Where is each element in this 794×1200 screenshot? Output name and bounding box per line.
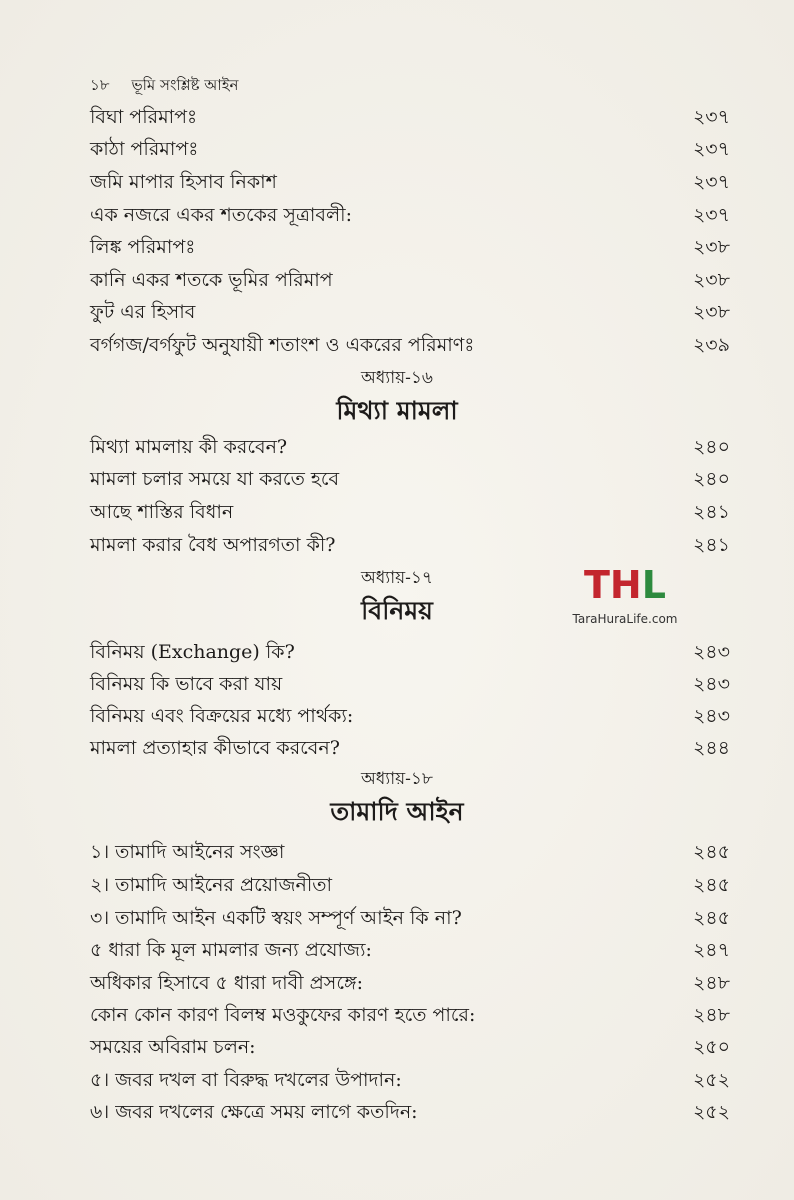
toc-entry-page: ২৪৩ xyxy=(692,673,730,695)
toc-entry-page: ২৩৭ xyxy=(692,138,730,160)
chapter-title: মিথ্যা মামলা xyxy=(336,396,458,425)
toc-entry-page: ২৩৮ xyxy=(692,301,730,323)
toc-entry-title: বিনিময় কি ভাবে করা যায় xyxy=(90,673,283,695)
toc-entry-page: ২৪৮ xyxy=(692,1004,730,1026)
toc-entry xyxy=(90,1000,730,1030)
toc-entry-page: ২৩৭ xyxy=(692,171,730,193)
toc-entry-page: ২৪৫ xyxy=(692,874,730,896)
toc-entry xyxy=(90,265,730,295)
toc-entry-title: ৫। জবর দখল বা বিরুদ্ধ দখলের উপাদান: xyxy=(90,1069,402,1091)
toc-entry-page: ২৪৮ xyxy=(692,972,730,994)
toc-entry-title: ১। তামাদি আইনের সংজ্ঞা xyxy=(90,841,285,863)
toc-entry-page: ২৩৭ xyxy=(692,106,730,128)
chapter-label: অধ্যায়-১৮ xyxy=(361,769,433,789)
toc-entry-title: ৩। তামাদি আইন একটি স্বয়ং সম্পূর্ণ আইন কি না? xyxy=(90,907,462,929)
toc-entry-title: মামলা প্রত্যাহার কীভাবে করবেন? xyxy=(90,737,340,759)
toc-entry-page: ২৩৮ xyxy=(692,236,730,258)
toc-entry xyxy=(90,102,730,132)
toc-entry-title: ফুট এর হিসাব xyxy=(90,301,196,323)
toc-entry xyxy=(90,464,730,494)
book-title: ভূমি সংশ্লিষ্ট আইন xyxy=(131,76,239,94)
toc-entry-page: ২৩৯ xyxy=(692,334,730,356)
chapter-title: বিনিময় xyxy=(361,596,433,625)
toc-entry-page: ২৪৫ xyxy=(692,907,730,929)
toc-entry-page: ২৪৫ xyxy=(692,841,730,863)
toc-entry xyxy=(90,232,730,262)
toc-entry-title: মামলা করার বৈধ অপারগতা কী? xyxy=(90,534,336,556)
toc-entry xyxy=(90,1097,730,1127)
toc-entry xyxy=(90,530,730,560)
toc-entry-title: কাঠা পরিমাপঃ xyxy=(90,138,199,160)
toc-entry-title: বিনিময় এবং বিক্রয়ের মধ্যে পার্থক্য: xyxy=(90,705,354,727)
toc-entry-page: ২৫০ xyxy=(692,1036,730,1058)
toc-entry xyxy=(90,1032,730,1062)
toc-entry xyxy=(90,903,730,933)
toc-entry-title: বিঘা পরিমাপঃ xyxy=(90,106,198,128)
toc-entry xyxy=(90,870,730,900)
toc-entry-title: বিনিময় (Exchange) কি? xyxy=(90,641,295,663)
toc-entry-page: ২৪৩ xyxy=(692,705,730,727)
toc-entry-title: ৫ ধারা কি মূল মামলার জন্য প্রযোজ্য: xyxy=(90,939,372,961)
toc-entry xyxy=(90,968,730,998)
toc-entry-page: ২৪৪ xyxy=(692,737,730,759)
toc-entry-title: অধিকার হিসাবে ৫ ধারা দাবী প্রসঙ্গে: xyxy=(90,972,363,994)
toc-entry-page: ২৩৮ xyxy=(692,269,730,291)
toc-entry xyxy=(90,637,730,667)
toc-entry xyxy=(90,1065,730,1095)
toc-entry-title: মামলা চলার সময়ে যা করতে হবে xyxy=(90,468,340,490)
chapter-label: অধ্যায়-১৭ xyxy=(361,568,433,588)
running-header xyxy=(90,74,239,99)
toc-entry-title: ২। তামাদি আইনের প্রয়োজনীতা xyxy=(90,874,333,896)
toc-entry xyxy=(90,330,730,360)
toc-entry-title: কানি একর শতকে ভূমির পরিমাপ xyxy=(90,269,333,291)
toc-entry xyxy=(90,669,730,699)
page-number: ১৮ xyxy=(90,76,110,94)
toc-entry-page: ২৪০ xyxy=(692,468,730,490)
toc-entry xyxy=(90,432,730,462)
toc-entry xyxy=(90,935,730,965)
toc-entry-title: ৬। জবর দখলের ক্ষেত্রে সময় লাগে কতদিন: xyxy=(90,1101,418,1123)
toc-entry xyxy=(90,297,730,327)
toc-entry xyxy=(90,167,730,197)
toc-entry-page: ২৪৭ xyxy=(692,939,730,961)
toc-entry-page: ২৪১ xyxy=(692,501,730,523)
watermark-url: TaraHuraLife.com xyxy=(572,612,678,626)
toc-entry-page: ২৩৭ xyxy=(692,204,730,226)
toc-entry-title: মিথ্যা মামলায় কী করবেন? xyxy=(90,436,288,458)
toc-entry xyxy=(90,837,730,867)
toc-entry-title: সময়ের অবিরাম চলন: xyxy=(90,1036,256,1058)
toc-entry xyxy=(90,497,730,527)
toc-entry-title: এক নজরে একর শতকের সূত্রাবলী: xyxy=(90,204,352,226)
toc-entry xyxy=(90,701,730,731)
toc-entry xyxy=(90,200,730,230)
toc-entry-page: ২৫২ xyxy=(692,1069,730,1091)
toc-entry-title: লিঙ্ক পরিমাপঃ xyxy=(90,236,196,258)
toc-entry-title: আছে শাস্তির বিধান xyxy=(90,501,234,523)
toc-entry-page: ২৪০ xyxy=(692,436,730,458)
toc-entry-page: ২৫২ xyxy=(692,1101,730,1123)
toc-entry-title: কোন কোন কারণ বিলম্ব মওকুফের কারণ হতে পারে: xyxy=(90,1004,476,1026)
toc-entry xyxy=(90,134,730,164)
toc-entry-page: ২৪৩ xyxy=(692,641,730,663)
chapter-label: অধ্যায়-১৬ xyxy=(361,368,433,388)
toc-entry xyxy=(90,733,730,763)
toc-entry-page: ২৪১ xyxy=(692,534,730,556)
toc-entry-title: জমি মাপার হিসাব নিকাশ xyxy=(90,171,277,193)
toc-entry-title: বর্গগজ/বর্গফুট অনুযায়ী শতাংশ ও একরের পরিমাণঃ xyxy=(90,334,475,356)
watermark-logo-mark: THL xyxy=(584,563,666,607)
chapter-title: তামাদি আইন xyxy=(330,797,464,826)
